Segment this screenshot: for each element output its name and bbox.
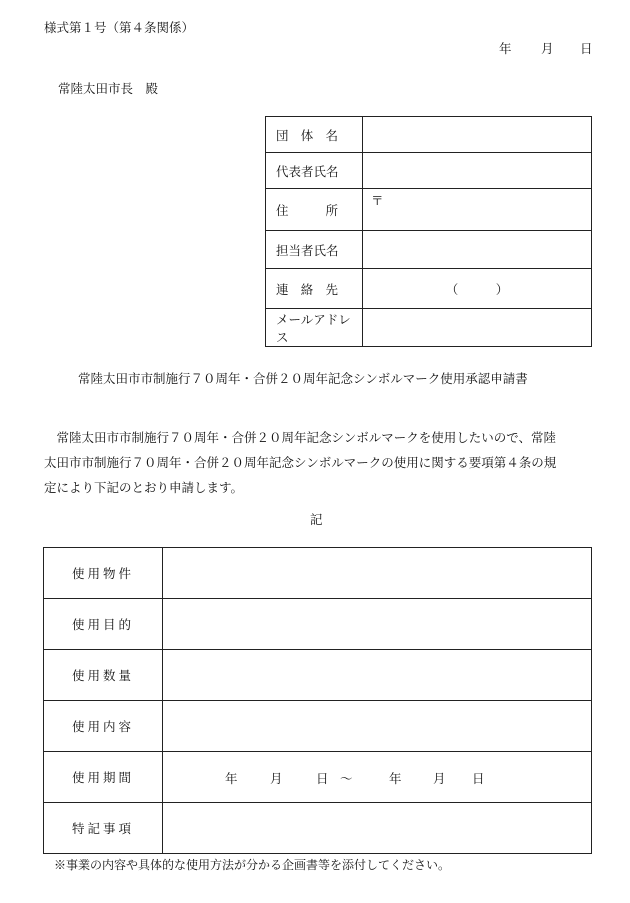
applicant-table [265,116,592,347]
label-usage-notes: 特記事項 [44,803,163,854]
period-year-1: 年 [225,771,238,786]
period-month-2: 月 [433,771,446,786]
usage-row-content [44,701,592,752]
period-year-2: 年 [389,771,402,786]
field-group-name[interactable] [363,117,592,153]
usage-table [43,547,592,854]
body-line-2: 太田市市制施行７０周年・合併２０周年記念シンボルマークの使用に関する要項第４条の規 [44,455,557,470]
field-phone[interactable] [363,269,592,309]
field-usage-notes[interactable] [163,803,592,854]
period-day-1: 日 [316,771,329,786]
ki-heading: 記 [310,512,323,527]
date-day: 日 [580,41,593,56]
label-usage-period: 使用期間 [44,752,163,803]
usage-row-item [44,548,592,599]
field-usage-quantity[interactable] [163,650,592,701]
usage-row-notes [44,803,592,854]
field-address[interactable] [363,189,592,231]
document-title: 常陸太田市市制施行７０周年・合併２０周年記念シンボルマーク使用承認申請書 [78,371,528,386]
applicant-row-group-name [266,117,592,153]
label-contact-person: 担当者氏名 [266,231,363,269]
applicant-row-email [266,309,592,347]
label-usage-purpose: 使用目的 [44,599,163,650]
field-contact-person[interactable] [363,231,592,269]
attachment-note: ※事業の内容や具体的な使用方法が分かる企画書等を添付してください。 [54,858,451,872]
field-usage-content[interactable] [163,701,592,752]
postal-mark: 〒 [371,193,384,208]
period-month-1: 月 [270,771,283,786]
applicant-row-representative [266,153,592,189]
label-usage-quantity: 使用数量 [44,650,163,701]
label-representative: 代表者氏名 [266,153,363,189]
addressee: 常陸太田市長 殿 [58,81,159,96]
field-usage-purpose[interactable] [163,599,592,650]
form-number: 様式第１号（第４条関係） [44,20,195,35]
label-email: メールアドレス [266,309,363,347]
label-group-name: 団 体 名 [266,117,363,153]
body-line-3: 定により下記のとおり申請します。 [44,480,244,495]
phone-parentheses: （ ） [445,281,509,297]
body-paragraph [44,425,556,500]
body-line-1: 常陸太田市市制施行７０周年・合併２０周年記念シンボルマークを使用したいので、常陸 [44,430,556,445]
applicant-row-contact-person [266,231,592,269]
usage-row-purpose [44,599,592,650]
label-usage-item: 使用物件 [44,548,163,599]
usage-row-quantity [44,650,592,701]
label-phone: 連 絡 先 [266,269,363,309]
label-usage-content: 使用内容 [44,701,163,752]
field-usage-item[interactable] [163,548,592,599]
applicant-row-address [266,189,592,231]
label-address: 住 所 [266,189,363,231]
applicant-row-phone [266,269,592,309]
usage-row-period [44,752,592,803]
date-year: 年 [499,41,512,56]
field-representative[interactable] [363,153,592,189]
period-day-2: 日 [472,771,485,786]
period-tilde: ～ [340,771,353,786]
field-usage-period[interactable] [163,752,592,803]
field-email[interactable] [363,309,592,347]
date-month: 月 [541,41,554,56]
